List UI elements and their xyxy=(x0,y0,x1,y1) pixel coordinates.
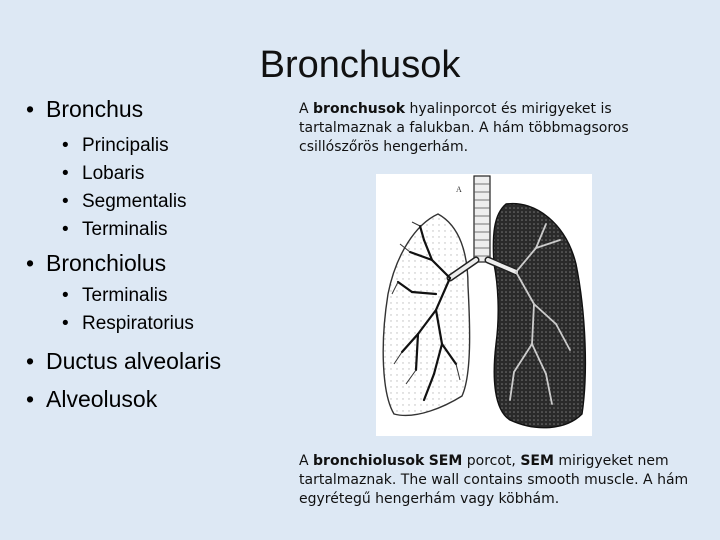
bullet-list xyxy=(26,94,221,414)
bullet-subitem: • Segmentalis xyxy=(62,191,187,212)
bullet-item: • Bronchus xyxy=(26,96,144,122)
bullet-subitem: • Respiratorius xyxy=(62,313,194,334)
right-lung xyxy=(493,204,585,428)
bullet-item: • Alveolusok xyxy=(26,386,158,412)
lungs-illustration xyxy=(376,174,592,436)
slide-title: Bronchusok xyxy=(259,44,461,86)
bullet-subitem: • Terminalis xyxy=(62,285,168,306)
bullet-subitem: • Terminalis xyxy=(62,219,168,240)
bottom-note: A bronchiolusok SEM porcot, SEM mirigyeket nem tartalmaznak. The wall contains smooth muscle. A hám egyrétegű hengerhám vagy köbhám. xyxy=(299,453,689,507)
top-note: A bronchusok hyalinporcot és mirigyeket is tartalmaznak a falukban. A hám többmagsoros csillószőrös hengerhám. xyxy=(299,101,629,155)
bullet-subitem: • Lobaris xyxy=(62,163,145,184)
trachea xyxy=(474,176,490,262)
lungs-drawing xyxy=(376,174,592,436)
bullet-subitem: • Principalis xyxy=(62,135,169,156)
bullet-item: • Bronchiolus xyxy=(26,250,167,276)
bullet-item: • Ductus alveolaris xyxy=(26,348,222,374)
svg-text:A: A xyxy=(456,185,462,194)
